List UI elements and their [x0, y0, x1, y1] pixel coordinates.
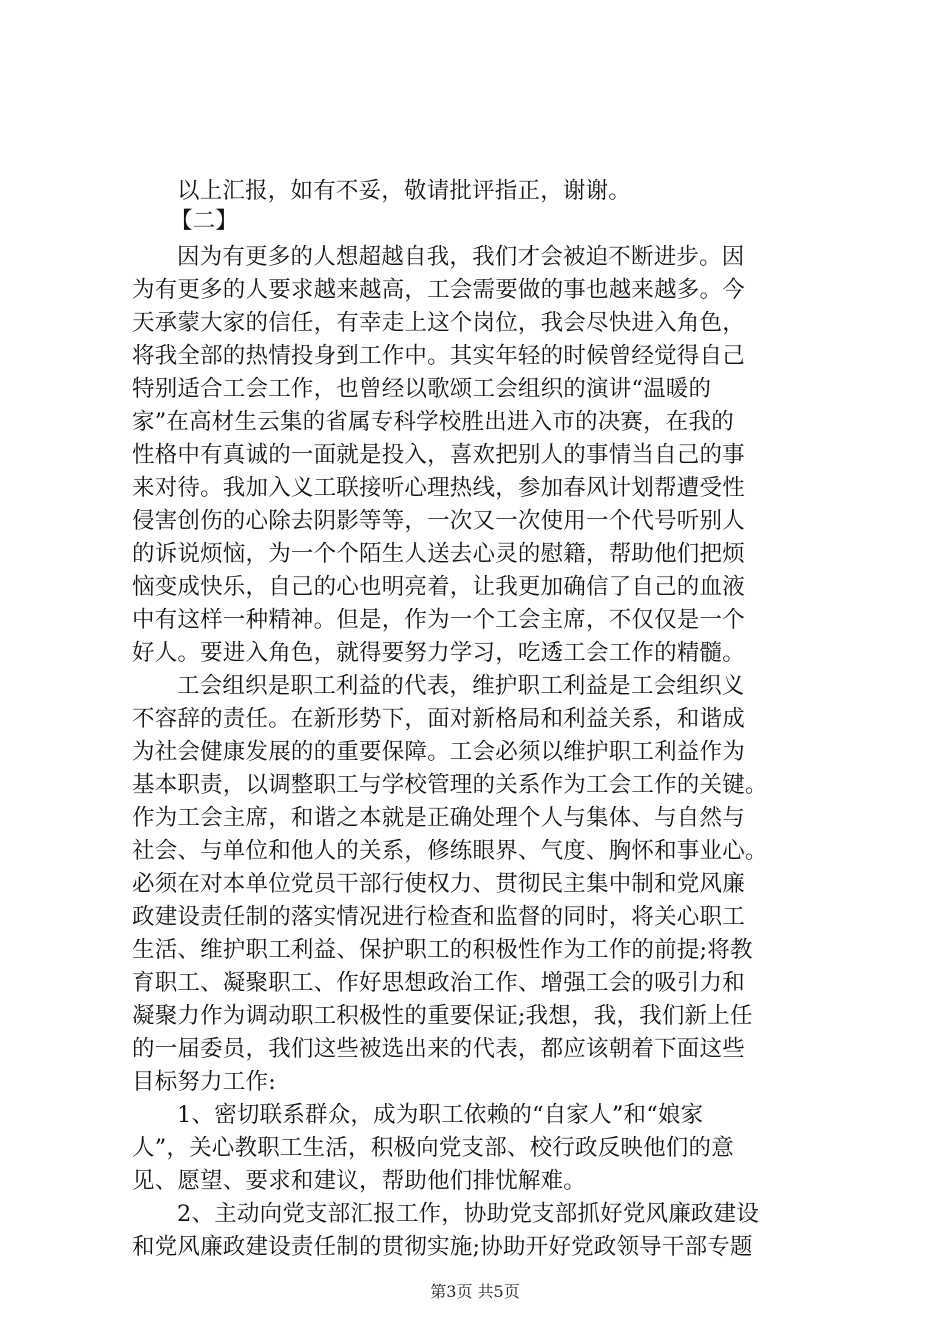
text-line: 工会组织是职工利益的代表，维护职工利益是工会组织义 [177, 673, 745, 699]
text-line: 育职工、凝聚职工、作好思想政治工作、增强工会的吸引力和 [132, 970, 745, 996]
text-line: 侵害创伤的心除去阴影等等，一次又一次使用一个代号听别人 [132, 508, 745, 534]
text-line: 见、愿望、要求和建议，帮助他们排忧解难。 [132, 1168, 587, 1194]
text-line: 不容辞的责任。在新形势下，面对新格局和利益关系，和谐成 [132, 706, 745, 732]
text-line: 政建设责任制的落实情况进行检查和监督的同时，将关心职工 [132, 904, 745, 930]
text-line: 家”在高材生云集的省属专科学校胜出进入市的决赛，在我的 [132, 409, 734, 435]
text-line: 性格中有真诚的一面就是投入，喜欢把别人的事情当自己的事 [132, 442, 745, 468]
text-line: 社会、与单位和他人的关系，修练眼界、气度、胸怀和事业心。 [132, 838, 768, 864]
list-item-2: 2、主动向党支部汇报工作，协助党支部抓好党风廉政建设 [177, 1201, 760, 1227]
text-line: 目标努力工作: [132, 1069, 276, 1095]
text-line: 特别适合工会工作，也曾经以歌颂工会组织的演讲“温暖的 [132, 376, 712, 402]
text-line: 恼变成快乐，自己的心也明亮着，让我更加确信了自己的血液 [132, 574, 745, 600]
text-line: 和党风廉政建设责任制的贯彻实施;协助开好党政领导干部专题 [132, 1234, 753, 1260]
text-line: 生活、维护职工利益、保护职工的积极性作为工作的前提;将教 [132, 937, 753, 963]
text-line: 的诉说烦恼，为一个个陌生人送去心灵的慰籍，帮助他们把烦 [132, 541, 745, 567]
text-line: 凝聚力作为调动职工积极性的重要保证;我想，我，我们新上任 [132, 1003, 753, 1029]
text-line: 将我全部的热情投身到工作中。其实年轻的时候曾经觉得自己 [132, 343, 745, 369]
text-line: 因为有更多的人想超越自我，我们才会被迫不断进步。因 [177, 244, 745, 270]
text-line: 为有更多的人要求越来越高，工会需要做的事也越来越多。今 [132, 277, 745, 303]
text-line: 的一届委员，我们这些被选出来的代表，都应该朝着下面这些 [132, 1036, 745, 1062]
text-line: 以上汇报，如有不妥，敬请批评指正，谢谢。 [177, 178, 632, 204]
text-line: 好人。要进入角色，就得要努力学习，吃透工会工作的精髓。 [132, 640, 745, 666]
text-line: 天承蒙大家的信任，有幸走上这个岗位，我会尽快进入角色， [132, 310, 745, 336]
text-line: 基本职责，以调整职工与学校管理的关系作为工会工作的关键。 [132, 772, 768, 798]
page-footer: 第3页 共5页 [430, 1282, 520, 1301]
text-line: 来对待。我加入义工联接听心理热线，参加春风计划帮遭受性 [132, 475, 745, 501]
list-item-1: 1、密切联系群众，成为职工依赖的“自家人”和“娘家 [177, 1102, 704, 1128]
text-line: 人”，关心教职工生活，积极向党支部、校行政反映他们的意 [132, 1135, 734, 1161]
text-line: 必须在对本单位党员干部行使权力、贯彻民主集中制和党风廉 [132, 871, 745, 897]
text-line: 作为工会主席，和谐之本就是正确处理个人与集体、与自然与 [132, 805, 745, 831]
text-line: 为社会健康发展的的重要保障。工会必须以维护职工利益作为 [132, 739, 745, 765]
section-heading: 【二】 [170, 208, 239, 234]
text-line: 中有这样一种精神。但是，作为一个工会主席，不仅仅是一个 [132, 607, 745, 633]
